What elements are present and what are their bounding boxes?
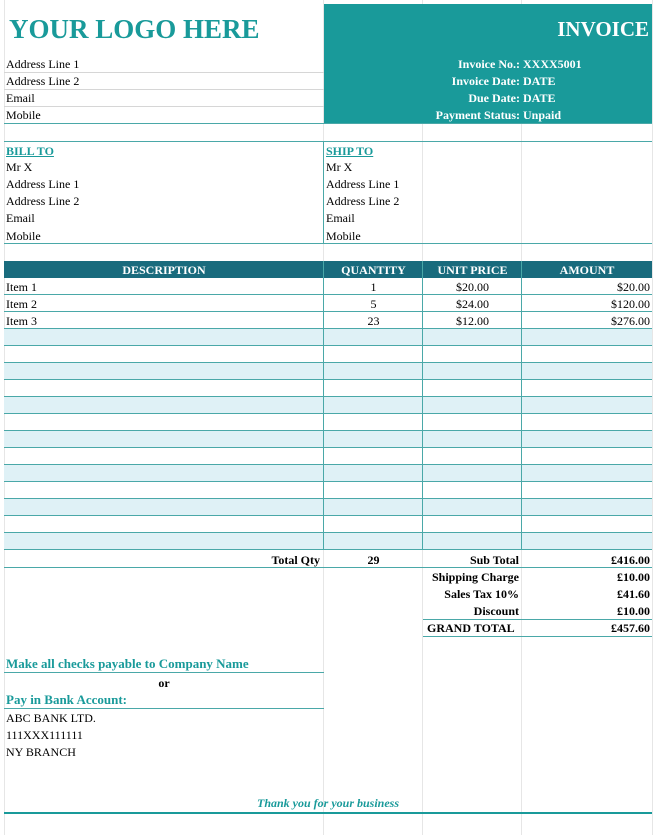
invoice-title: INVOICE xyxy=(557,17,649,41)
thank-you-text: Thank you for your business xyxy=(256,796,400,810)
col-quantity: QUANTITY xyxy=(341,263,406,277)
grand-total-value: £457.60 xyxy=(611,621,650,635)
item1-description: Item 1 xyxy=(6,280,37,294)
item2-amount: $120.00 xyxy=(611,297,650,311)
bill-to-email: Email xyxy=(6,211,35,225)
total-qty-label: Total Qty xyxy=(271,553,320,567)
item3-amount: $276.00 xyxy=(611,314,650,328)
item1-quantity: 1 xyxy=(370,280,377,294)
item3-quantity: 23 xyxy=(367,314,380,328)
discount-value: £10.00 xyxy=(617,604,650,618)
logo-text: YOUR LOGO HERE xyxy=(9,14,260,44)
bill-to-mobile: Mobile xyxy=(6,229,41,243)
grand-total-label: GRAND TOTAL xyxy=(427,621,515,635)
item3-unit-price: $12.00 xyxy=(456,314,489,328)
shipping-value: £10.00 xyxy=(617,570,650,584)
item2-unit-price: $24.00 xyxy=(456,297,489,311)
bank-heading: Pay in Bank Account: xyxy=(6,692,127,707)
table-row-bg xyxy=(4,414,652,431)
total-qty-value: 29 xyxy=(367,553,380,567)
item2-description: Item 2 xyxy=(6,297,37,311)
payment-status-value: Unpaid xyxy=(523,108,562,122)
item3-description: Item 3 xyxy=(6,314,37,328)
bill-to-address1: Address Line 1 xyxy=(6,177,80,191)
from-address1: Address Line 1 xyxy=(6,57,80,71)
table-row-bg xyxy=(4,448,652,465)
table-row-bg xyxy=(4,346,652,363)
ship-to-name: Mr X xyxy=(326,160,353,174)
or-text: or xyxy=(158,676,170,690)
ship-to-heading: SHIP TO xyxy=(326,144,374,158)
ship-to-address2: Address Line 2 xyxy=(326,194,400,208)
table-row-bg xyxy=(4,431,652,448)
invoice-date-label: Invoice Date: xyxy=(451,74,520,88)
payment-status-label: Payment Status: xyxy=(435,108,520,122)
bank-account: 111XXX111111 xyxy=(6,728,83,742)
bill-to-address2: Address Line 2 xyxy=(6,194,80,208)
ship-to-email: Email xyxy=(326,211,355,225)
table-row-bg xyxy=(4,516,652,533)
from-mobile: Mobile xyxy=(6,108,41,122)
tax-value: £41.60 xyxy=(617,587,650,601)
bank-branch: NY BRANCH xyxy=(6,745,76,759)
table-row-bg xyxy=(4,380,652,397)
due-date-label: Due Date: xyxy=(468,91,520,105)
table-row-bg xyxy=(4,482,652,499)
table-row-bg xyxy=(4,499,652,516)
subtotal-label: Sub Total xyxy=(469,553,519,567)
invoice-date-value: DATE xyxy=(523,74,556,88)
from-address2: Address Line 2 xyxy=(6,74,80,88)
tax-label: Sales Tax 10% xyxy=(444,587,519,601)
invoice-no-value: XXXX5001 xyxy=(523,57,582,71)
col-unit-price: UNIT PRICE xyxy=(437,263,508,277)
subtotal-value: £416.00 xyxy=(611,553,650,567)
table-row-bg xyxy=(4,465,652,482)
bill-to-name: Mr X xyxy=(6,160,33,174)
ship-to-address1: Address Line 1 xyxy=(326,177,400,191)
shipping-label: Shipping Charge xyxy=(431,570,519,584)
discount-label: Discount xyxy=(473,604,519,618)
item2-quantity: 5 xyxy=(370,297,377,311)
table-row-bg xyxy=(4,329,652,346)
col-description: DESCRIPTION xyxy=(122,263,206,277)
item1-amount: $20.00 xyxy=(617,280,650,294)
col-amount: AMOUNT xyxy=(559,263,615,277)
bank-name: ABC BANK LTD. xyxy=(6,711,96,725)
item1-unit-price: $20.00 xyxy=(456,280,489,294)
checks-payable-text: Make all checks payable to Company Name xyxy=(6,656,249,671)
invoice-no-label: Invoice No.: xyxy=(458,57,520,71)
ship-to-mobile: Mobile xyxy=(326,229,361,243)
table-row-bg xyxy=(4,533,652,550)
table-row-bg xyxy=(4,363,652,380)
bill-to-heading: BILL TO xyxy=(6,144,54,158)
due-date-value: DATE xyxy=(523,91,556,105)
table-row-bg xyxy=(4,397,652,414)
from-email: Email xyxy=(6,91,35,105)
